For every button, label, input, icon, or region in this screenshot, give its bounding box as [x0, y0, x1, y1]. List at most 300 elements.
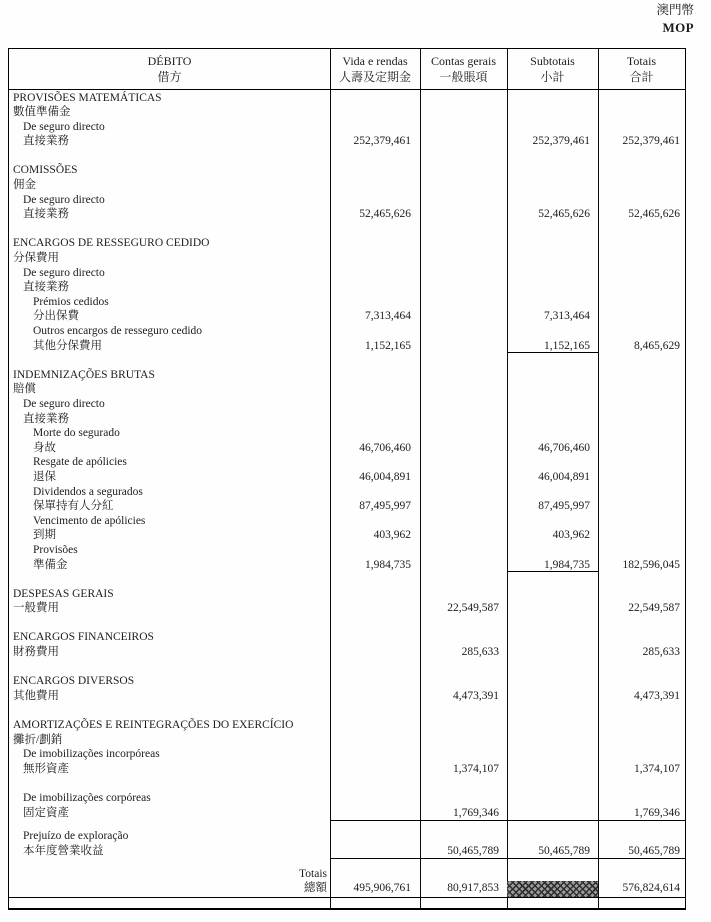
cell-subtotais [507, 412, 598, 427]
cell-vida-e-rendas [330, 178, 420, 193]
cell-contas-gerais [420, 674, 507, 689]
cell-totais [598, 251, 685, 266]
cell-vida-e-rendas [330, 485, 420, 500]
table-row [9, 397, 685, 412]
cell-contas-gerais [420, 733, 507, 748]
cell-vida-e-rendas [330, 630, 420, 645]
cell-contas-gerais [420, 266, 507, 281]
cell-contas-gerais [420, 455, 507, 470]
table-row [9, 295, 685, 310]
cell-contas-gerais: 22,549,587 [447, 602, 499, 615]
cell-subtotais [507, 105, 598, 120]
cell-vida-e-rendas [330, 163, 420, 178]
row-label [9, 616, 330, 631]
cell-contas-gerais [420, 149, 507, 164]
cell-contas-gerais [420, 499, 507, 514]
table-row [9, 353, 685, 368]
cell-totais [598, 426, 685, 441]
header-totais-zh: 合計 [629, 70, 654, 84]
currency-code: MOP [662, 20, 694, 35]
row-label: Morte do segurado [33, 427, 120, 440]
cell-vida-e-rendas [330, 674, 420, 689]
table-row [9, 222, 685, 237]
table-row [9, 207, 685, 222]
cell-contas-gerais: 1,374,107 [453, 762, 499, 775]
row-label: 身故 [33, 441, 56, 454]
cell-totais [598, 178, 685, 193]
cell-vida-e-rendas [330, 149, 420, 164]
row-label: PROVISÕES MATEMÁTICAS [13, 91, 162, 104]
cell-totais [598, 718, 685, 733]
cell-contas-gerais [420, 791, 507, 806]
row-label: 到期 [33, 529, 56, 542]
cell-contas-gerais [420, 426, 507, 441]
row-label: COMISSÕES [13, 164, 78, 177]
cell-contas-gerais [420, 820, 507, 829]
cell-totais [598, 91, 685, 106]
cell-contas-gerais [420, 251, 507, 266]
table-row [9, 630, 685, 645]
cell-subtotais [507, 820, 598, 829]
cell-subtotais [507, 747, 598, 762]
cell-totais [598, 397, 685, 412]
cell-totais [598, 514, 685, 529]
cell-vida-e-rendas [330, 514, 420, 529]
row-label [9, 572, 330, 587]
row-label: INDEMNIZAÇÕES BRUTAS [13, 368, 155, 381]
rule-cell [9, 897, 99, 898]
cell-subtotais [507, 266, 598, 281]
row-label [9, 820, 330, 829]
row-label: 其他分保費用 [33, 339, 102, 352]
cell-vida-e-rendas [330, 601, 420, 616]
cell-totais [598, 867, 685, 881]
row-label: De seguro directo [23, 120, 105, 133]
cell-vida-e-rendas: 1,152,165 [365, 339, 411, 352]
row-label: 佣金 [13, 179, 36, 192]
table-row [9, 674, 685, 689]
cell-vida-e-rendas: 52,465,626 [359, 208, 411, 221]
row-label: 無形資產 [23, 762, 69, 775]
row-label: Outros encargos de resseguro cedido [33, 325, 203, 337]
cell-totais [598, 499, 685, 514]
cell-vida-e-rendas [330, 718, 420, 733]
cell-subtotais [507, 353, 598, 368]
cell-subtotais [507, 630, 598, 645]
cell-vida-e-rendas: 46,706,460 [359, 441, 411, 454]
cell-vida-e-rendas [330, 689, 420, 704]
cell-vida-e-rendas [330, 747, 420, 762]
row-label: ENCARGOS FINANCEIROS [13, 631, 154, 644]
cell-vida-e-rendas [330, 703, 420, 718]
cell-contas-gerais [420, 178, 507, 193]
cell-contas-gerais [420, 858, 507, 867]
cell-subtotais [507, 858, 598, 867]
cell-contas-gerais [420, 412, 507, 427]
row-label [9, 858, 330, 867]
cell-contas-gerais [420, 91, 507, 106]
cell-vida-e-rendas [330, 858, 420, 867]
table-row [9, 163, 685, 178]
cell-subtotais: 403,962 [552, 529, 590, 542]
cell-totais [598, 163, 685, 178]
cell-contas-gerais [420, 660, 507, 675]
header-subtotais-zh: 小計 [540, 70, 565, 84]
cell-contas-gerais [420, 309, 507, 324]
cell-vida-e-rendas [330, 829, 420, 844]
table-row [9, 543, 685, 558]
cell-totais [598, 528, 685, 543]
table-row [9, 280, 685, 295]
table-row [9, 776, 685, 791]
table-row [9, 829, 685, 844]
header-contas-zh: 一般賬項 [439, 70, 488, 84]
table-row [9, 149, 685, 164]
cell-totais: 182,596,045 [622, 558, 680, 571]
cell-subtotais: 7,313,464 [544, 310, 590, 323]
cell-subtotais [507, 295, 598, 310]
cell-vida-e-rendas [330, 543, 420, 558]
cell-contas-gerais [420, 703, 507, 718]
table-row [9, 193, 685, 208]
cell-subtotais [507, 163, 598, 178]
cell-contas-gerais: 4,473,391 [453, 689, 499, 702]
cell-subtotais: 1,984,735 [507, 558, 598, 573]
cell-vida-e-rendas [330, 368, 420, 383]
cell-subtotais: 46,706,460 [538, 441, 590, 454]
cell-totais [598, 587, 685, 602]
cell-vida-e-rendas: 46,004,891 [359, 470, 411, 483]
cell-totais [598, 280, 685, 295]
table-row [9, 806, 685, 821]
row-label: 攤折/劃銷 [13, 733, 63, 746]
rule-cell [186, 897, 277, 898]
row-label: Dividendos a segurados [33, 485, 143, 498]
table-row [9, 791, 685, 806]
rule-cell [277, 897, 685, 898]
cell-subtotais: 50,465,789 [538, 844, 590, 857]
cell-vida-e-rendas [330, 733, 420, 748]
cell-contas-gerais [420, 485, 507, 500]
table-row [9, 689, 685, 704]
cell-vida-e-rendas [330, 844, 420, 859]
cell-vida-e-rendas: 1,984,735 [365, 558, 411, 571]
table-row [9, 426, 685, 441]
table-row [9, 733, 685, 748]
table-row [9, 660, 685, 675]
cell-subtotais [507, 791, 598, 806]
cell-totais: 285,633 [642, 646, 680, 659]
totals-contas-gerais: 80,917,853 [447, 882, 499, 895]
cell-subtotais [507, 660, 598, 675]
cell-subtotais [507, 616, 598, 631]
table-row [9, 820, 685, 829]
table-row [9, 339, 685, 354]
header-vida-e-rendas [330, 49, 420, 89]
cell-totais [598, 858, 685, 867]
table-row [9, 266, 685, 281]
row-label: Prémios cedidos [33, 295, 109, 308]
row-label: De seguro directo [23, 266, 105, 279]
cell-totais [598, 630, 685, 645]
totals-totais: 576,824,614 [622, 882, 680, 895]
cell-vida-e-rendas: 252,379,461 [353, 135, 411, 148]
cell-totais [598, 309, 685, 324]
cell-totais [598, 820, 685, 829]
cell-totais [598, 470, 685, 485]
table-row [9, 412, 685, 427]
cell-subtotais [507, 514, 598, 529]
cell-subtotais: 87,495,997 [538, 500, 590, 513]
cell-contas-gerais [420, 441, 507, 456]
cell-contas-gerais [420, 528, 507, 543]
cell-subtotais [507, 572, 598, 587]
cell-vida-e-rendas [330, 222, 420, 237]
cell-vida-e-rendas [330, 572, 420, 587]
row-label: Vencimento de apólicies [33, 514, 146, 527]
cell-subtotais [507, 601, 598, 616]
cell-totais: 22,549,587 [628, 602, 680, 615]
header-vida-pt: Vida e rendas [342, 53, 408, 68]
header-contas-gerais [420, 49, 507, 89]
cell-subtotais [507, 368, 598, 383]
cell-subtotais: 52,465,626 [538, 208, 590, 221]
cell-subtotais: 1,152,165 [507, 339, 598, 354]
table-row [9, 91, 685, 106]
cell-totais [598, 703, 685, 718]
cell-subtotais [507, 426, 598, 441]
row-label: 一般費用 [13, 602, 59, 615]
cell-contas-gerais [420, 382, 507, 397]
cell-subtotais [507, 806, 598, 821]
cell-vida-e-rendas [330, 806, 420, 821]
row-label: 直接業務 [23, 281, 69, 294]
table-row [9, 601, 685, 616]
cell-vida-e-rendas [330, 660, 420, 675]
cell-vida-e-rendas [330, 412, 420, 427]
table-row [9, 485, 685, 500]
row-label: ENCARGOS DIVERSOS [13, 675, 135, 688]
totals-label-row [9, 867, 685, 881]
cell-subtotais [507, 397, 598, 412]
table-row [9, 441, 685, 456]
cell-totais [598, 485, 685, 500]
row-label: 直接業務 [23, 208, 69, 221]
cell-subtotais [507, 674, 598, 689]
cell-vida-e-rendas: 403,962 [373, 529, 411, 542]
cell-vida-e-rendas [330, 251, 420, 266]
cell-subtotais [507, 867, 598, 881]
cell-vida-e-rendas [330, 236, 420, 251]
cell-subtotais [507, 718, 598, 733]
cell-totais [598, 149, 685, 164]
cell-contas-gerais [420, 324, 507, 339]
cell-contas-gerais [420, 587, 507, 602]
cell-subtotais [507, 193, 598, 208]
cell-contas-gerais [420, 543, 507, 558]
cell-totais [598, 829, 685, 844]
cell-contas-gerais [420, 368, 507, 383]
cell-vida-e-rendas [330, 455, 420, 470]
table-row [9, 455, 685, 470]
row-label [9, 149, 330, 164]
cell-totais [598, 222, 685, 237]
cell-contas-gerais [420, 353, 507, 368]
table-row [9, 703, 685, 718]
totals-row [9, 881, 685, 897]
table-row [9, 178, 685, 193]
row-label: 保單持有人分紅 [33, 500, 114, 513]
cell-totais [598, 733, 685, 748]
cell-totais: 1,374,107 [634, 762, 680, 775]
row-label: 賠償 [13, 383, 36, 396]
cell-contas-gerais [420, 207, 507, 222]
cell-subtotais [507, 645, 598, 660]
cell-totais [598, 616, 685, 631]
cell-contas-gerais [420, 558, 507, 573]
cell-totais [598, 382, 685, 397]
row-label: De imobilizações incorpóreas [23, 748, 160, 761]
hatched-subtotal-cell [507, 881, 598, 897]
row-label: 退保 [33, 470, 56, 483]
cell-totais: 52,465,626 [628, 208, 680, 221]
cell-contas-gerais [420, 470, 507, 485]
currency-zh: 澳門幣 [656, 3, 694, 17]
header-totais-pt: Totais [626, 53, 657, 68]
cell-subtotais [507, 703, 598, 718]
row-label: 直接業務 [23, 135, 69, 148]
row-label: 分保費用 [13, 252, 59, 265]
cell-subtotais [507, 120, 598, 135]
cell-subtotais [507, 280, 598, 295]
cell-contas-gerais [420, 193, 507, 208]
cell-vida-e-rendas [330, 353, 420, 368]
header-totais [598, 49, 685, 89]
cell-contas-gerais [420, 514, 507, 529]
cell-vida-e-rendas [330, 382, 420, 397]
table-row [9, 382, 685, 397]
table-row [9, 368, 685, 383]
cell-subtotais [507, 689, 598, 704]
cell-totais [598, 543, 685, 558]
row-label: 準備金 [33, 558, 68, 571]
cell-contas-gerais [420, 120, 507, 135]
header-subtotais-pt: Subtotais [530, 53, 575, 68]
row-label: 直接業務 [23, 412, 69, 425]
cell-contas-gerais [420, 339, 507, 354]
cell-totais [598, 441, 685, 456]
cell-subtotais [507, 149, 598, 164]
row-label: DESPESAS GERAIS [13, 587, 114, 600]
header-debito-pt: DÉBITO [147, 53, 192, 68]
cell-vida-e-rendas [330, 91, 420, 106]
cell-contas-gerais [420, 630, 507, 645]
cell-vida-e-rendas: 7,313,464 [365, 310, 411, 323]
table-row [9, 587, 685, 602]
cell-totais [598, 776, 685, 791]
cell-vida-e-rendas [330, 120, 420, 135]
cell-totais [598, 674, 685, 689]
table-row [9, 514, 685, 529]
cell-contas-gerais [420, 776, 507, 791]
row-label [9, 222, 330, 237]
table-header [9, 49, 685, 90]
table-row [9, 324, 685, 339]
cell-vida-e-rendas [330, 324, 420, 339]
table-row [9, 645, 685, 660]
cell-vida-e-rendas [330, 791, 420, 806]
cell-vida-e-rendas [330, 645, 420, 660]
debit-table [8, 48, 686, 910]
row-label: AMORTIZAÇÕES E REINTEGRAÇÕES DO EXERCÍCIO [13, 719, 294, 732]
table-row [9, 251, 685, 266]
cell-totais [598, 572, 685, 587]
cell-vida-e-rendas [330, 280, 420, 295]
row-label: Provisões [33, 543, 78, 556]
table-row [9, 858, 685, 867]
cell-subtotais [507, 485, 598, 500]
cell-contas-gerais: 285,633 [461, 646, 499, 659]
totals-label-pt: Totais [299, 868, 327, 881]
cell-vida-e-rendas [330, 105, 420, 120]
cell-vida-e-rendas: 87,495,997 [359, 500, 411, 513]
header-contas-pt: Contas gerais [431, 53, 496, 68]
cell-contas-gerais [420, 163, 507, 178]
cell-totais [598, 324, 685, 339]
header-debito-zh: 借方 [157, 70, 182, 84]
cell-subtotais: 252,379,461 [532, 135, 590, 148]
cell-subtotais [507, 762, 598, 777]
table-row [9, 558, 685, 573]
cell-totais [598, 193, 685, 208]
row-label: 財務費用 [13, 646, 59, 659]
cell-totais: 8,465,629 [634, 339, 680, 352]
cell-vida-e-rendas [330, 867, 420, 881]
row-label: 固定資產 [23, 806, 69, 819]
row-label: 數值準備金 [13, 106, 71, 119]
cell-contas-gerais [420, 105, 507, 120]
cell-contas-gerais [420, 280, 507, 295]
cell-totais [598, 236, 685, 251]
cell-contas-gerais [420, 236, 507, 251]
table-row [9, 844, 685, 859]
cell-subtotais [507, 91, 598, 106]
table-row [9, 134, 685, 149]
cell-totais [598, 105, 685, 120]
cell-vida-e-rendas [330, 397, 420, 412]
table-row [9, 105, 685, 120]
cell-contas-gerais [420, 829, 507, 844]
table-row [9, 120, 685, 135]
totals-label-zh: 總額 [304, 882, 327, 895]
row-label [9, 353, 330, 368]
row-label: 分出保費 [33, 310, 79, 323]
cell-totais: 1,769,346 [634, 806, 680, 819]
cell-subtotais: 46,004,891 [538, 470, 590, 483]
cell-contas-gerais [420, 572, 507, 587]
header-debito [9, 49, 330, 89]
cell-subtotais [507, 543, 598, 558]
row-label: De seguro directo [23, 193, 105, 206]
cell-totais [598, 368, 685, 383]
cell-vida-e-rendas [330, 820, 420, 829]
table-row [9, 718, 685, 733]
row-label: De imobilizações corpóreas [23, 792, 151, 804]
cell-totais [598, 412, 685, 427]
cell-totais [598, 747, 685, 762]
cell-vida-e-rendas [330, 762, 420, 777]
table-row [9, 762, 685, 777]
